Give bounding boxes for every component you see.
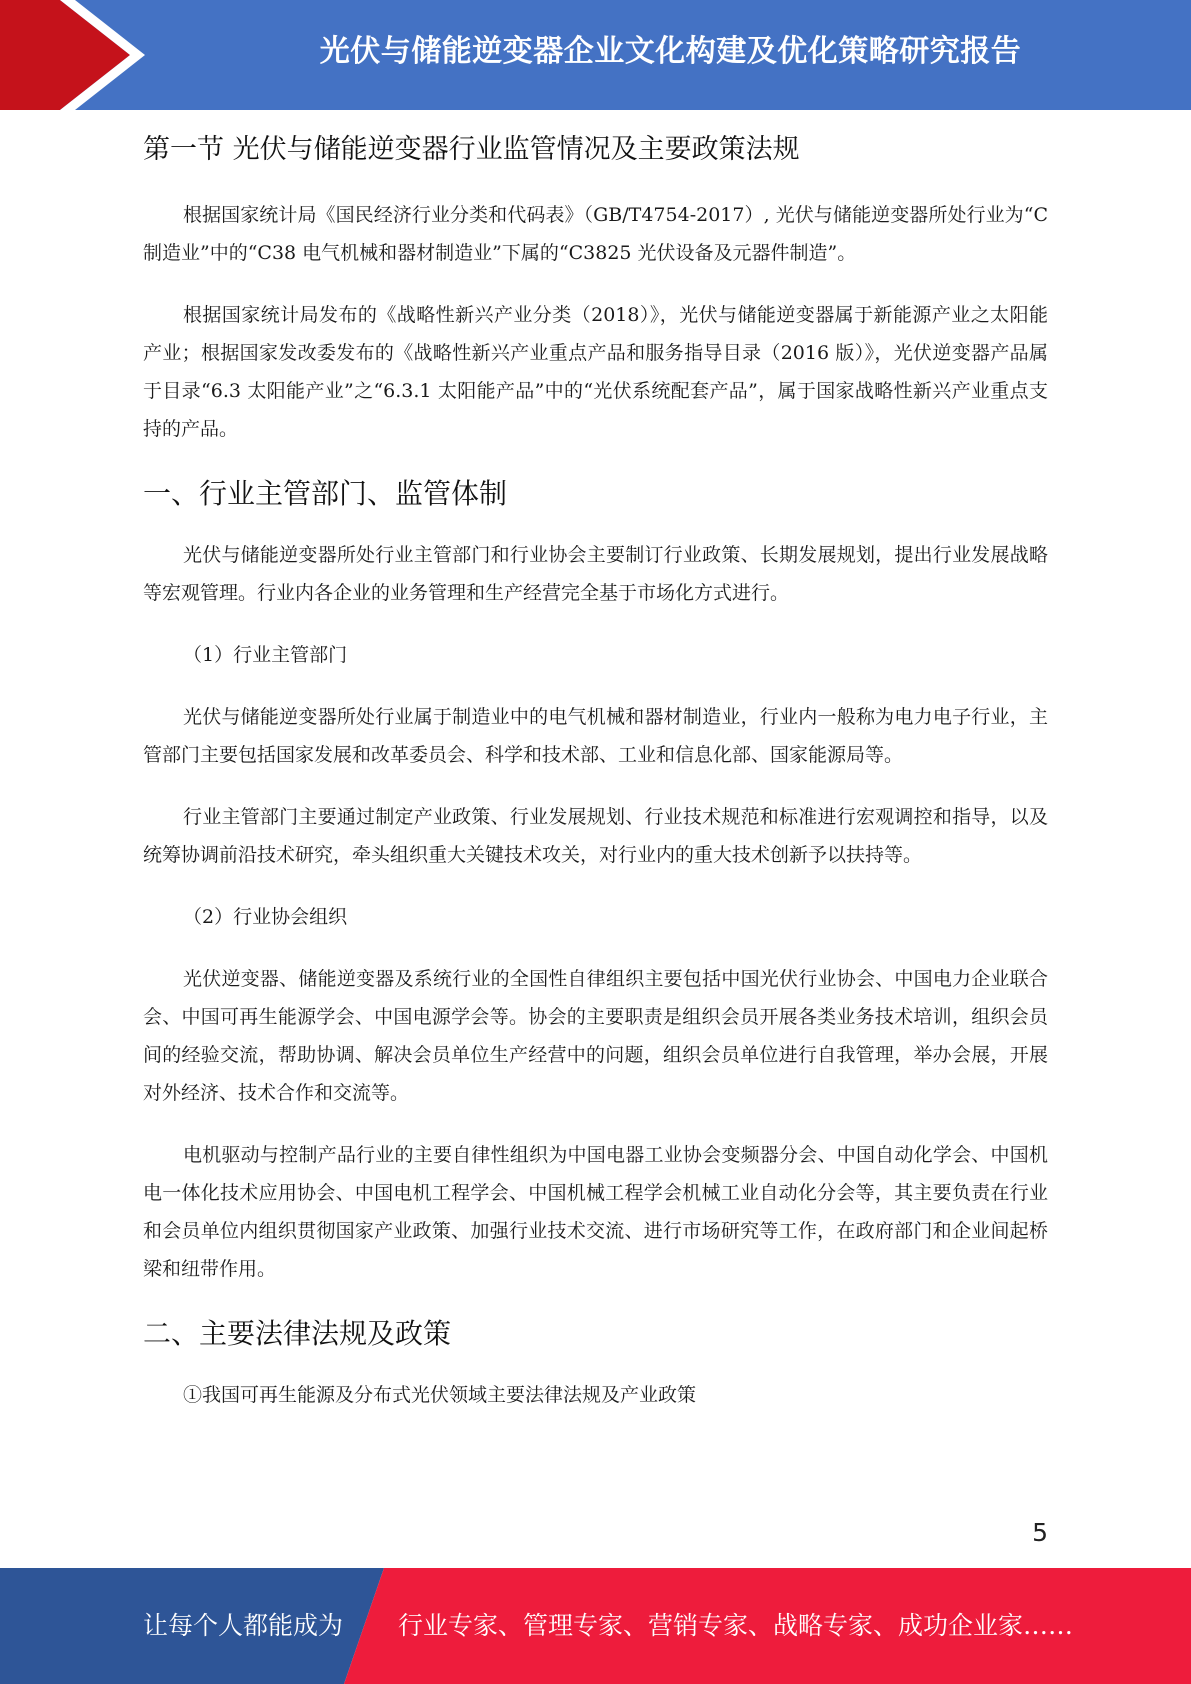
list-item: ①我国可再生能源及分布式光伏领域主要法律法规及产业政策 <box>183 1384 697 1406</box>
paragraph: 电机驱动与控制产品行业的主要自律性组织为中国电器工业协会变频器分会、中国自动化学会、中国机电一体化技术应用协会、中国电机工程学会、中国机械工程学会机械工业自动化分会等，其主要负责在行业和会员单位内组织贯彻国家产业政策、加强行业技术交流、进行市场研究等工作，在政府部门和企业间起桥梁和纽带作用。 <box>143 1144 1048 1280</box>
paragraph: 光伏与储能逆变器所处行业主管部门和行业协会主要制订行业政策、长期发展规划，提出行业发展战略等宏观管理。行业内各企业的业务管理和生产经营完全基于市场化方式进行。 <box>143 544 1048 604</box>
heading-regulators: 一、行业主管部门、监管体制 <box>143 477 508 510</box>
paragraph: 光伏与储能逆变器所处行业属于制造业中的电气机械和器材制造业，行业内一般称为电力电子行业，主管部门主要包括国家发展和改革委员会、科学和技术部、工业和信息化部、国家能源局等。 <box>143 706 1048 766</box>
document-body <box>143 128 1048 1438</box>
subheading-authority: （1）行业主管部门 <box>183 644 348 666</box>
page-header <box>0 0 1191 110</box>
page-number: 5 <box>1032 1518 1048 1547</box>
subheading-associations: （2）行业协会组织 <box>183 906 348 928</box>
paragraph: 行业主管部门主要通过制定产业政策、行业发展规划、行业技术规范和标准进行宏观调控和指导，以及统筹协调前沿技术研究，牵头组织重大关键技术攻关，对行业内的重大技术创新予以扶持等。 <box>143 806 1048 866</box>
section-title: 第一节 光伏与储能逆变器行业监管情况及主要政策法规 <box>143 134 800 165</box>
paragraph: 光伏逆变器、储能逆变器及系统行业的全国性自律组织主要包括中国光伏行业协会、中国电力企业联合会、中国可再生能源学会、中国电源学会等。协会的主要职责是组织会员开展各类业务技术培训，组织会员间的经验交流，帮助协调、解决会员单位生产经营中的问题，组织会员单位进行自我管理，举办会展，开展对外经济、技术合作和交流等。 <box>143 968 1048 1104</box>
paragraph: 根据国家统计局《国民经济行业分类和代码表》（GB/T4754-2017）, 光伏与储能逆变器所处行业为“C 制造业”中的“C38 电气机械和器材制造业”下属的“C3825 光伏设备及元器件制造”。 <box>143 204 1048 264</box>
report-title: 光伏与储能逆变器企业文化构建及优化策略研究报告 <box>319 34 1022 69</box>
footer-slogan-left: 让每个人都能成为 <box>143 1611 344 1640</box>
red-chevron-logo-icon <box>0 0 160 110</box>
heading-laws-policies: 二、主要法律法规及政策 <box>143 1317 452 1350</box>
footer-slogan-right: 行业专家、管理专家、营销专家、战略专家、成功企业家…… <box>398 1611 1074 1640</box>
page-footer <box>0 1568 1191 1684</box>
paragraph: 根据国家统计局发布的《战略性新兴产业分类（2018）》，光伏与储能逆变器属于新能源产业之太阳能产业；根据国家发改委发布的《战略性新兴产业重点产品和服务指导目录（2016 版）》，光伏逆变器产品属于目录“6.3 太阳能产业”之“6.3.1 太阳能产品”中的“光伏系统配套产品”，属于国家战略性新兴产业重点支持的产品。 <box>143 304 1048 440</box>
